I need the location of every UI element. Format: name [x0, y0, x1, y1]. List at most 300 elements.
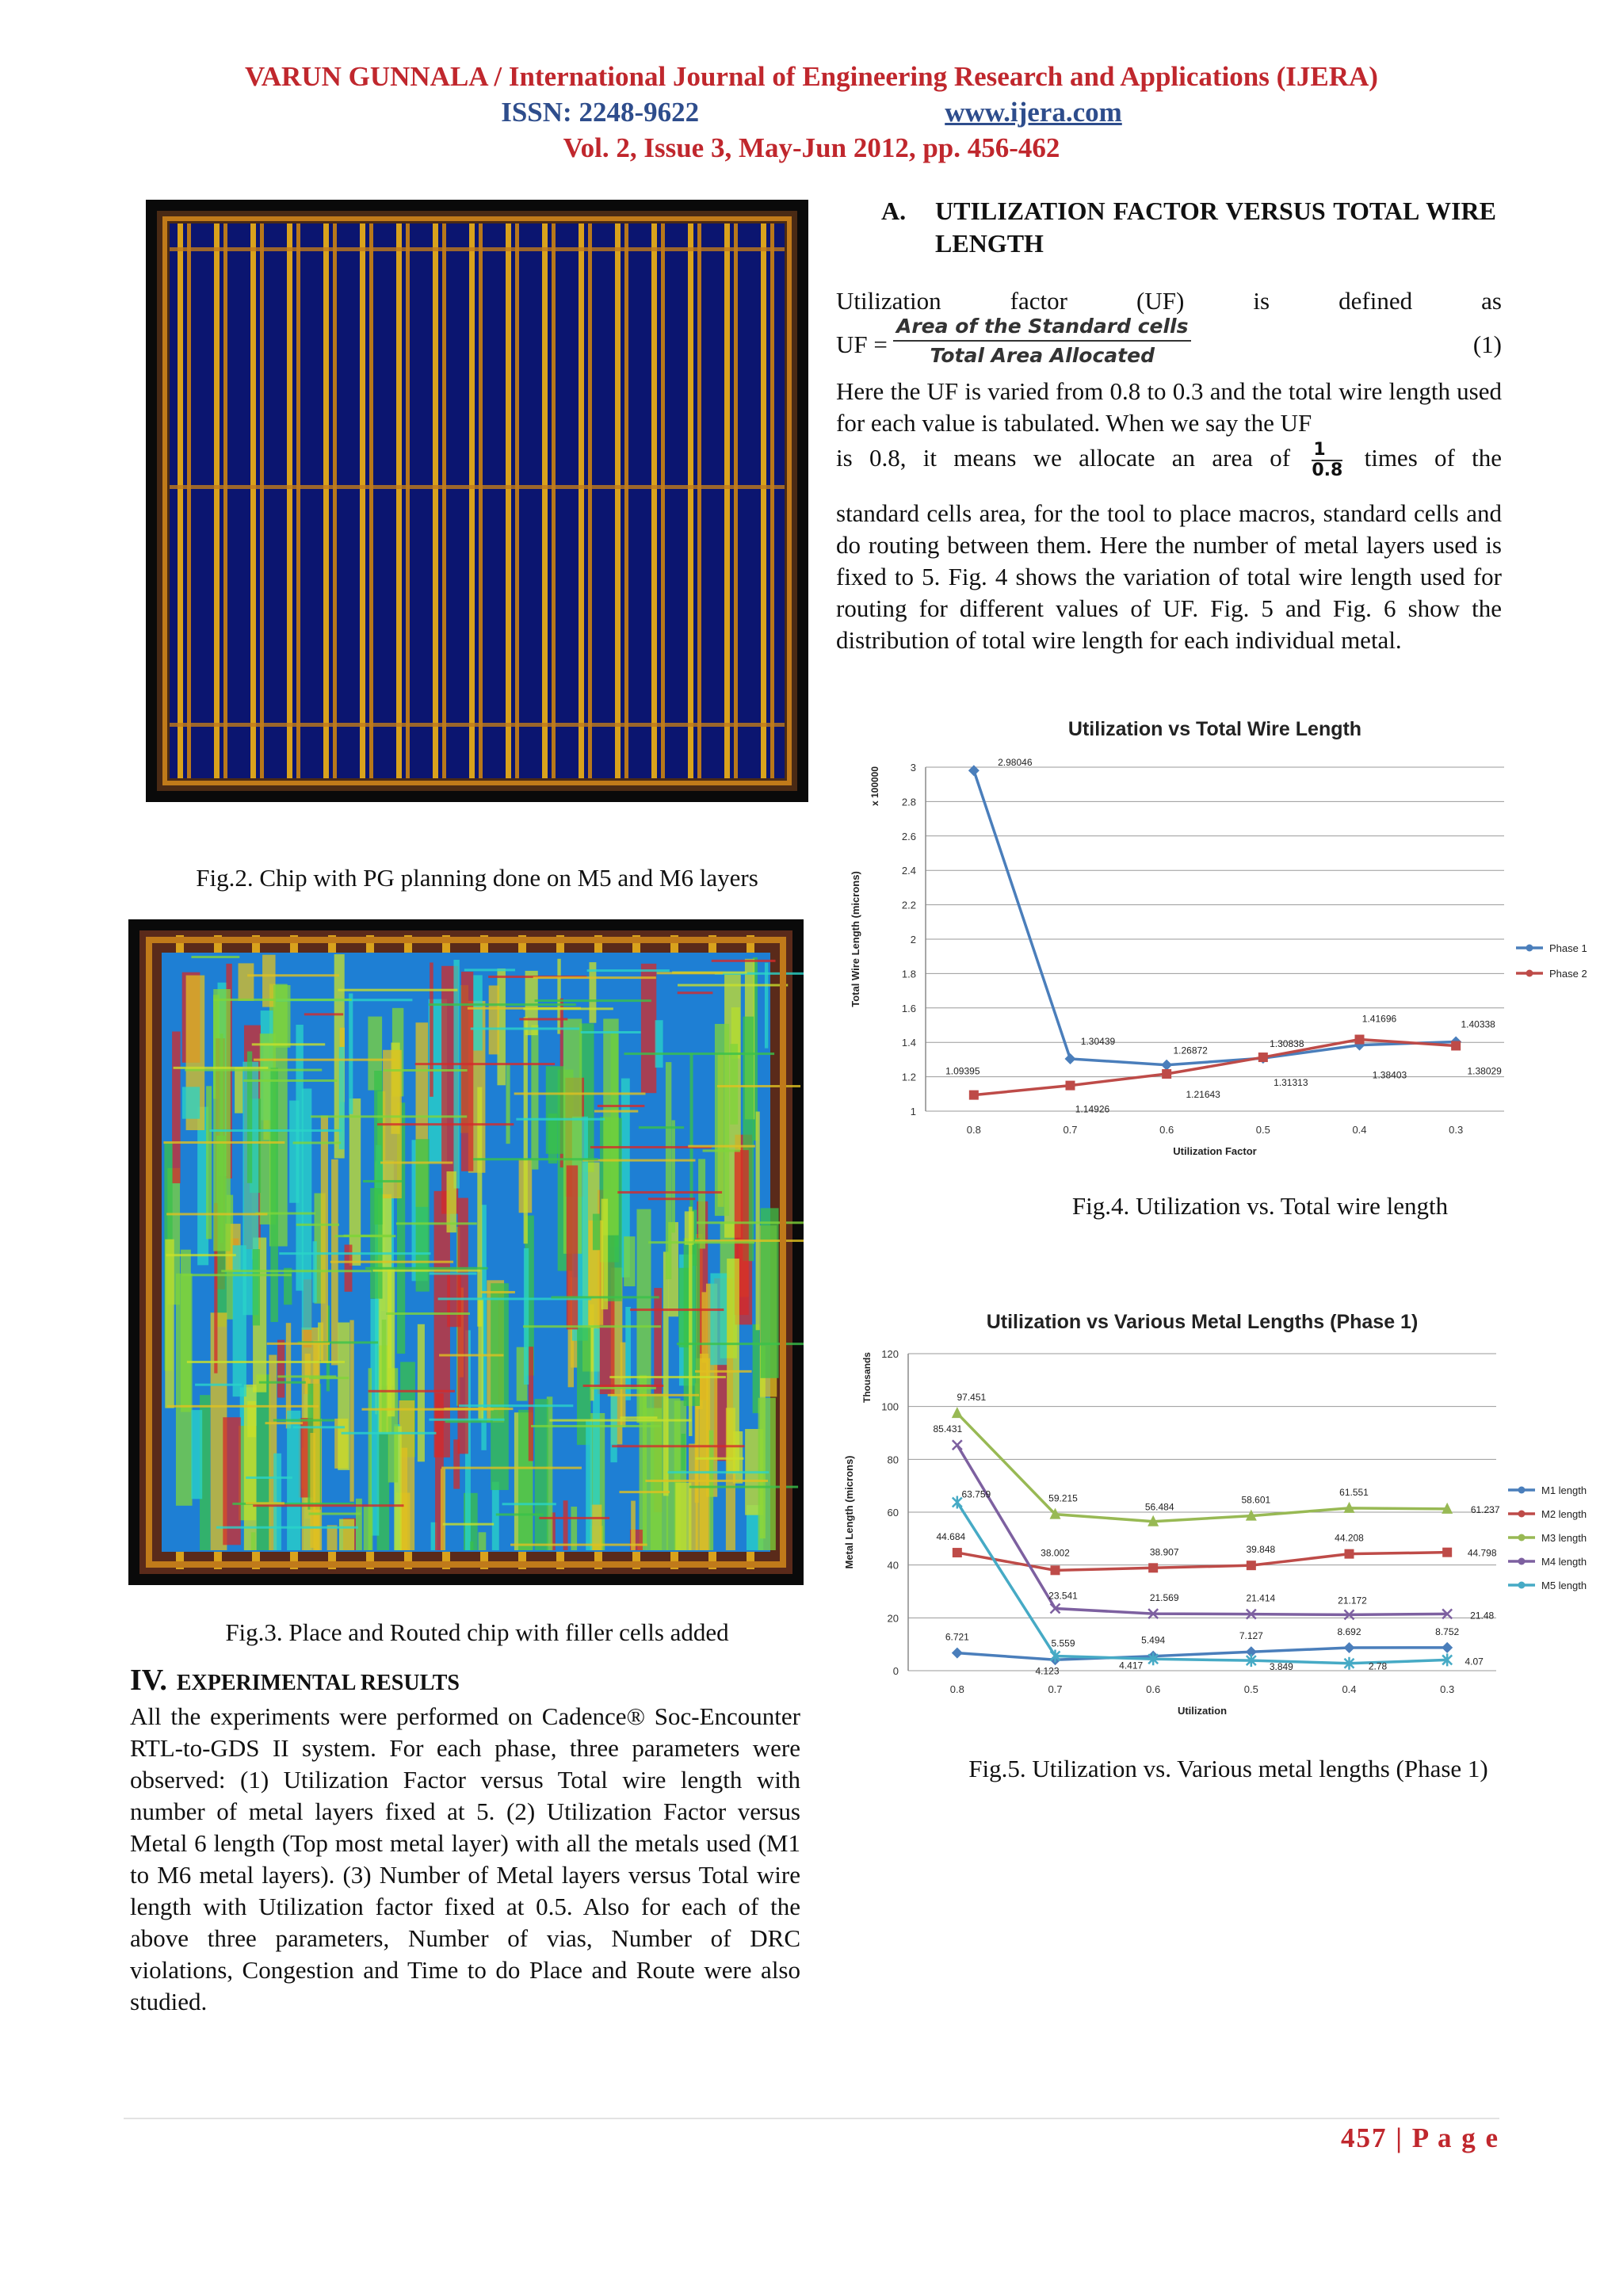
- routing-wire: [608, 1394, 699, 1396]
- paragraph-uf-range: Here the UF is varied from 0.8 to 0.3 and the total wire length used for each value is tabulated. When we say the UF: [836, 377, 1502, 437]
- data-point: [1066, 1081, 1075, 1091]
- data-point: [1148, 1563, 1158, 1572]
- x-tick-label: 0.4: [1342, 1683, 1357, 1695]
- routing-wire: [321, 1115, 328, 1362]
- legend-marker: [1526, 970, 1533, 977]
- routing-wire: [364, 1507, 373, 1550]
- data-label: 1.09395: [945, 1065, 980, 1077]
- inline-fraction-den: 0.8: [1312, 460, 1343, 480]
- routing-wire: [444, 1408, 513, 1410]
- footer-rule: [124, 2118, 1499, 2119]
- routing-wire: [239, 963, 254, 1000]
- volume-line: Vol. 2, Issue 3, May-Jun 2012, pp. 456-462: [563, 132, 1060, 163]
- journal-header: VARUN GUNNALA / International Journal of Engineering Research and Applications (IJERA): [245, 61, 1378, 92]
- y-axis-label: Metal Length (microns): [843, 1455, 855, 1569]
- fig2-chip-image: [146, 200, 808, 802]
- data-label: 21.414: [1246, 1592, 1276, 1604]
- pg-rail: [170, 723, 785, 727]
- routing-wire: [349, 1320, 353, 1502]
- routing-wire: [479, 1532, 487, 1550]
- y-tick-label: 100: [881, 1400, 899, 1413]
- routing-wire: [590, 1387, 656, 1389]
- routing-wire: [593, 1214, 600, 1251]
- pg-stripe: [250, 223, 256, 778]
- routing-wire: [581, 1031, 641, 1033]
- routing-wire: [639, 1126, 684, 1129]
- routing-wire: [641, 964, 656, 1093]
- routing-wire: [185, 1069, 322, 1072]
- x-tick-label: 0.7: [1063, 1124, 1078, 1136]
- data-label: 1.30439: [1080, 1035, 1116, 1047]
- x-tick-label: 0.7: [1048, 1683, 1063, 1695]
- routing-wire: [273, 1419, 334, 1422]
- routing-wire: [256, 1374, 270, 1550]
- routing-wire: [453, 960, 459, 1189]
- routing-wire: [221, 1270, 372, 1272]
- routing-wire: [695, 1370, 752, 1373]
- routing-wire: [702, 1292, 707, 1362]
- routing-wire: [678, 1268, 689, 1347]
- fig2-caption: Fig.2. Chip with PG planning done on M5 and M6 layers: [196, 864, 758, 892]
- y-tick-label: 2.6: [901, 830, 916, 842]
- data-label: 5.494: [1141, 1634, 1166, 1646]
- section-iv-title: EXPERIMENTAL RESULTS: [176, 1671, 460, 1695]
- routing-wire: [166, 1213, 267, 1215]
- routing-wire: [730, 1044, 738, 1125]
- routing-wire: [345, 1244, 353, 1291]
- routing-wire: [174, 1067, 269, 1069]
- y-tick-label: 120: [881, 1348, 899, 1360]
- pg-stripe: [624, 223, 628, 778]
- routing-wire: [535, 1399, 548, 1550]
- fig4-caption: Fig.4. Utilization vs. Total wire length: [1071, 1192, 1449, 1220]
- routing-wire: [551, 1296, 659, 1298]
- routing-wire: [523, 1007, 613, 1010]
- pg-stripe: [406, 223, 410, 778]
- routing-wire: [655, 1020, 663, 1068]
- pg-stripe: [178, 223, 183, 778]
- routing-wire: [453, 1439, 460, 1488]
- paragraph-routing: standard cells area, for the tool to place macros, standard cells and do routing between them. Here the number of metal layers used is fixed to 5. Fig. 4 shows the variation of total wire length used for routing for different values of UF. Fig. 5 and Fig. 6 show the distribution of total wire length for each individual metal.: [836, 499, 1502, 654]
- routing-wire: [304, 1013, 343, 1015]
- routing-wire: [349, 1098, 361, 1266]
- routing-wire: [371, 1299, 380, 1536]
- y-tick-label: 2.8: [901, 796, 916, 808]
- routing-wire: [342, 1432, 437, 1435]
- data-label: 39.848: [1246, 1544, 1276, 1556]
- inline-fraction-num: 1: [1312, 441, 1342, 461]
- routing-wire: [523, 1325, 661, 1328]
- pg-stripe: [688, 223, 693, 778]
- data-label: 21.172: [1338, 1595, 1367, 1606]
- routing-wire: [672, 1120, 675, 1232]
- data-label: 4.123: [1035, 1665, 1060, 1677]
- legend-marker: [1518, 1534, 1526, 1541]
- routing-wire: [339, 1047, 345, 1149]
- legend-marker: [1526, 945, 1533, 952]
- routing-wire: [761, 1208, 779, 1377]
- data-label: 8.752: [1435, 1626, 1460, 1637]
- pg-stripe: [661, 223, 665, 778]
- routing-wire: [209, 1129, 342, 1132]
- routing-wire: [372, 1270, 480, 1272]
- pg-stripe: [442, 223, 446, 778]
- pg-stripe: [651, 223, 657, 778]
- routing-wire: [678, 984, 788, 987]
- routing-wire: [666, 1062, 671, 1279]
- routing-wire: [519, 1018, 567, 1020]
- section-iv-heading: [130, 1663, 460, 1698]
- routing-wire: [439, 1354, 503, 1356]
- routing-wire: [384, 1069, 468, 1072]
- pg-stripe: [479, 223, 483, 778]
- data-point: [1355, 1035, 1365, 1045]
- fig4-chart: [838, 713, 1599, 1157]
- routing-wire: [246, 1502, 285, 1504]
- y-tick-label: 1.2: [901, 1071, 916, 1083]
- data-label: 44.684: [936, 1531, 966, 1543]
- data-label: 85.431: [933, 1423, 963, 1435]
- data-label: 61.237: [1470, 1503, 1500, 1515]
- routing-wire: [191, 1410, 202, 1499]
- pg-stripe: [323, 223, 329, 778]
- routing-wire: [246, 1477, 292, 1479]
- routing-wire: [612, 1445, 744, 1447]
- routing-wire: [645, 1480, 768, 1482]
- pg-stripe: [287, 223, 292, 778]
- routing-wire: [663, 1251, 669, 1496]
- pg-stripe: [724, 223, 730, 778]
- routing-wire: [213, 999, 351, 1001]
- data-label: 38.907: [1149, 1546, 1179, 1558]
- data-label: 58.601: [1241, 1494, 1271, 1506]
- pg-stripe: [214, 223, 220, 778]
- routing-wire: [619, 1491, 669, 1493]
- routing-wire: [587, 969, 670, 972]
- routing-wire: [265, 1422, 304, 1424]
- routing-wire: [473, 1158, 598, 1160]
- data-label: 56.484: [1144, 1501, 1174, 1513]
- y-tick-label: 20: [887, 1612, 899, 1625]
- issn: ISSN: 2248-9622: [501, 97, 700, 128]
- routing-wire: [473, 975, 483, 1050]
- routing-wire: [594, 1110, 638, 1113]
- y-tick-label: 80: [887, 1454, 899, 1466]
- routing-wire: [678, 991, 713, 994]
- routing-wire: [445, 1420, 493, 1423]
- pg-stripe: [187, 223, 191, 778]
- routing-wire: [529, 1347, 533, 1461]
- fig5-caption: Fig.5. Utilization vs. Various metal lengths (Phase 1): [968, 1755, 1488, 1782]
- routing-wire: [549, 1419, 691, 1422]
- routing-wire: [287, 1411, 300, 1550]
- pg-stripe: [333, 223, 337, 778]
- data-point: [969, 1091, 979, 1100]
- y-axis-label: Total Wire Length (microns): [850, 871, 861, 1007]
- formula-denominator: Total Area Allocated: [930, 344, 1155, 367]
- pg-stripe: [506, 223, 511, 778]
- routing-wire: [489, 985, 499, 1054]
- routing-wire: [531, 1425, 661, 1427]
- routing-wire: [429, 1003, 576, 1006]
- data-point: [1258, 1052, 1268, 1062]
- data-label: 4.417: [1119, 1660, 1144, 1671]
- y-tick-label: 1.6: [901, 1002, 916, 1014]
- routing-wire: [172, 1031, 181, 1183]
- routing-wire: [533, 976, 656, 979]
- routing-wire: [630, 1308, 724, 1311]
- routing-wire: [586, 1419, 592, 1550]
- routing-wire: [481, 1291, 515, 1293]
- pg-stripe: [469, 223, 475, 778]
- pg-stripe: [770, 223, 774, 778]
- uf-formula: [836, 313, 1502, 376]
- routing-wire: [727, 1259, 739, 1474]
- legend-marker: [1518, 1558, 1526, 1565]
- routing-wire: [370, 1188, 382, 1299]
- routing-wire: [259, 1381, 306, 1384]
- x-tick-label: 0.8: [949, 1683, 964, 1695]
- y-tick-label: 0: [892, 1665, 899, 1677]
- x-tick-label: 0.8: [966, 1124, 981, 1136]
- legend-entry: M3 length: [1541, 1532, 1587, 1544]
- routing-wire: [251, 1532, 256, 1550]
- routing-wire: [235, 1067, 242, 1113]
- x-tick-label: 0.6: [1146, 1683, 1161, 1695]
- x-tick-label: 0.5: [1243, 1683, 1258, 1695]
- routing-wire: [697, 1221, 804, 1224]
- data-label: 21.569: [1149, 1592, 1179, 1604]
- routing-wire: [610, 1396, 617, 1462]
- routing-wire: [277, 1340, 285, 1398]
- page-number: 457 | P a g e: [1341, 2122, 1499, 2153]
- data-label: 44.798: [1467, 1547, 1497, 1559]
- y-tick-label: 40: [887, 1559, 899, 1572]
- routing-wire: [267, 1343, 330, 1345]
- data-label: 44.208: [1335, 1532, 1364, 1544]
- pg-stripe: [515, 223, 519, 778]
- routing-wire: [582, 1159, 695, 1162]
- routing-wire: [418, 1324, 425, 1462]
- legend-marker: [1518, 1487, 1526, 1494]
- routing-wire: [308, 1513, 361, 1515]
- routing-wire: [492, 1482, 499, 1550]
- data-point: [1451, 1041, 1461, 1050]
- routing-wire: [601, 1199, 609, 1310]
- routing-wire: [681, 1434, 685, 1470]
- y-tick-label: 1.4: [901, 1037, 916, 1049]
- routing-wire: [698, 1159, 705, 1248]
- routing-wire: [338, 1323, 349, 1470]
- routing-wire: [506, 1064, 510, 1144]
- routing-wire: [223, 1417, 240, 1545]
- routing-wire: [309, 1377, 349, 1379]
- y-tick-label: 1.8: [901, 968, 916, 980]
- data-label: 5.559: [1051, 1637, 1075, 1649]
- data-point: [1162, 1069, 1171, 1079]
- routing-wire: [273, 985, 291, 1048]
- routing-wire: [717, 1085, 800, 1087]
- y-tick-label: 2.2: [901, 899, 916, 911]
- data-point: [953, 1548, 962, 1557]
- routing-wire: [546, 1066, 564, 1154]
- routing-wire: [457, 1198, 468, 1454]
- pg-stripe: [615, 223, 621, 778]
- routing-wire: [310, 1433, 315, 1548]
- routing-wire: [167, 1405, 319, 1408]
- x-axis-label: Utilization: [1177, 1705, 1228, 1717]
- pg-stripe: [296, 223, 300, 778]
- section-a-heading: [881, 195, 1496, 260]
- chart-title: Utilization vs Total Wire Length: [1067, 718, 1362, 740]
- routing-wire: [396, 1222, 477, 1224]
- paragraph-uf-area-start: is 0.8, it means we allocate an area of: [836, 444, 1291, 472]
- data-label: 1.21643: [1186, 1089, 1220, 1101]
- routing-wire: [712, 960, 776, 962]
- routing-wire: [710, 1274, 727, 1366]
- routing-wire: [535, 999, 651, 1002]
- fig5-chart: [838, 1306, 1599, 1726]
- routing-wire: [270, 1068, 278, 1322]
- x-tick-label: 0.3: [1440, 1683, 1455, 1695]
- legend-marker: [1518, 1511, 1526, 1518]
- routing-wire: [182, 1087, 200, 1118]
- routing-wire: [289, 1101, 299, 1203]
- routing-wire: [284, 1268, 292, 1305]
- pg-stripe: [360, 223, 365, 778]
- routing-wire: [338, 989, 458, 991]
- y-tick-label: 60: [887, 1507, 899, 1519]
- routing-wire: [163, 1141, 285, 1144]
- x-tick-label: 0.5: [1255, 1124, 1270, 1136]
- routing-wire: [380, 1162, 453, 1164]
- routing-wire: [563, 1500, 568, 1550]
- routing-wire: [709, 1431, 713, 1550]
- legend-marker: [1518, 1582, 1526, 1589]
- fig3-caption: Fig.3. Place and Routed chip with filler cells added: [225, 1618, 729, 1646]
- routing-wire: [247, 974, 339, 976]
- routing-wire: [191, 956, 239, 958]
- data-label: 7.127: [1239, 1630, 1263, 1642]
- routing-wire: [365, 1267, 488, 1270]
- legend-entry: M2 length: [1541, 1508, 1587, 1520]
- routing-wire: [252, 1043, 325, 1045]
- paragraph-uf-area-end: times of the: [1364, 444, 1503, 472]
- paragraph-uf-area: [836, 441, 1502, 488]
- data-label: 1.14926: [1075, 1103, 1110, 1115]
- routing-wire: [685, 1211, 694, 1244]
- data-label: 6.721: [945, 1631, 969, 1643]
- routing-wire: [514, 1092, 646, 1095]
- routing-wire: [470, 1541, 473, 1550]
- equation-number: (1): [1472, 330, 1502, 358]
- x-tick-label: 0.6: [1159, 1124, 1174, 1136]
- routing-wire: [510, 1544, 647, 1546]
- routing-wire: [758, 1398, 776, 1550]
- routing-wire: [330, 1261, 453, 1263]
- x-axis-label: Utilization Factor: [1173, 1145, 1257, 1157]
- routing-wire: [471, 1027, 579, 1030]
- routing-wire: [441, 1469, 445, 1550]
- data-label: 3.849: [1269, 1661, 1293, 1673]
- routing-wire: [293, 1426, 345, 1428]
- pg-stripe: [369, 223, 373, 778]
- routing-wire: [765, 963, 768, 1049]
- routing-wire: [415, 1063, 555, 1065]
- pg-stripe: [223, 223, 227, 778]
- formula-fraction: [893, 313, 1191, 370]
- routing-wire: [591, 1505, 602, 1550]
- pg-stripe: [260, 223, 264, 778]
- data-label: 2.98046: [998, 757, 1033, 769]
- routing-wire: [327, 1525, 338, 1550]
- pg-stripe: [697, 223, 701, 778]
- chart-title: Utilization vs Various Metal Lengths (Phase 1): [986, 1311, 1419, 1333]
- routing-wire: [657, 972, 723, 974]
- routing-wire: [675, 1483, 691, 1550]
- routing-wire: [344, 1235, 391, 1237]
- routing-wire: [598, 1105, 644, 1107]
- section-iv-number: IV.: [130, 1664, 167, 1697]
- data-label: 1.31313: [1274, 1077, 1308, 1089]
- routing-wire: [382, 1320, 387, 1434]
- x-tick-label: 0.4: [1352, 1124, 1367, 1136]
- pg-stripe: [542, 223, 548, 778]
- routing-wire: [233, 1245, 246, 1396]
- data-label: 61.551: [1339, 1486, 1369, 1498]
- data-label: 21.48: [1470, 1610, 1495, 1622]
- y-tick-label: 2: [910, 934, 916, 946]
- pg-rail: [170, 485, 785, 489]
- routing-wire: [254, 1059, 395, 1061]
- routing-wire: [273, 1454, 281, 1550]
- routing-wire: [524, 1248, 529, 1385]
- data-label: 97.451: [957, 1392, 987, 1404]
- routing-wire: [516, 1118, 605, 1121]
- data-label: 4.07: [1465, 1656, 1484, 1668]
- legend-entry: M5 length: [1541, 1580, 1587, 1591]
- data-label: 59.215: [1048, 1492, 1078, 1504]
- pg-stripe: [761, 223, 766, 778]
- routing-wire: [617, 1191, 722, 1194]
- routing-wire: [567, 1165, 578, 1329]
- routing-wire: [609, 1376, 726, 1378]
- routing-wire: [165, 1240, 174, 1408]
- data-label: 1.38403: [1372, 1069, 1407, 1081]
- routing-wire: [524, 1017, 528, 1244]
- routing-wire: [339, 1519, 354, 1550]
- data-label: 1.40338: [1461, 1018, 1495, 1030]
- legend-entry: M1 length: [1541, 1484, 1587, 1496]
- legend-entry: Phase 1: [1549, 942, 1587, 954]
- chart-background: [838, 1306, 1599, 1726]
- website-link[interactable]: www.ijera.com: [945, 97, 1122, 128]
- pg-stripe: [552, 223, 556, 778]
- routing-wire: [491, 1283, 509, 1490]
- y-multiplier-label: Thousands: [861, 1351, 873, 1404]
- routing-wire: [430, 1272, 477, 1274]
- data-label: 1.26872: [1173, 1045, 1208, 1056]
- pg-stripe: [396, 223, 402, 778]
- data-point: [1345, 1549, 1354, 1559]
- routing-wire: [443, 1523, 495, 1526]
- routing-wire: [195, 1384, 242, 1386]
- pg-stripe: [734, 223, 738, 778]
- routing-wire: [253, 1249, 260, 1325]
- data-label: 23.541: [1048, 1590, 1078, 1602]
- routing-wire: [583, 1385, 664, 1387]
- fig3-chip-image: [128, 919, 804, 1585]
